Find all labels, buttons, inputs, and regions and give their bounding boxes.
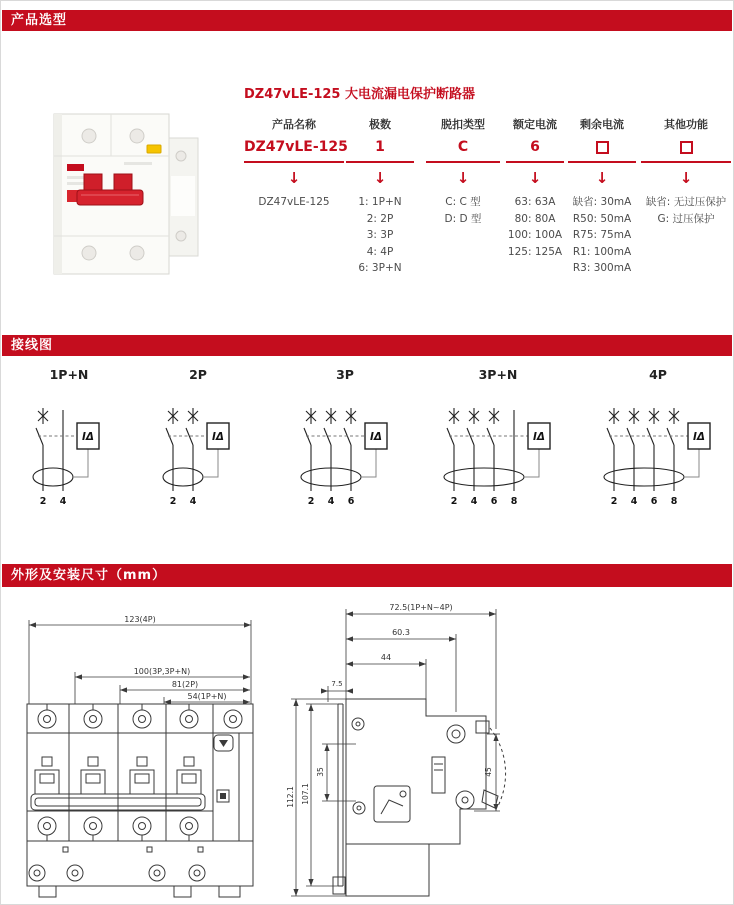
down-arrow-icon: ↓ [456, 169, 470, 187]
terminal-label: 4 [470, 496, 478, 507]
option-item: R1: 100mA [572, 245, 632, 258]
option-item: R3: 300mA [572, 262, 632, 274]
detector-connection [524, 449, 539, 477]
detector-label: IΔ [369, 431, 383, 443]
option-item: R50: 50mA [572, 212, 632, 225]
terminal-label: 8 [510, 496, 518, 507]
terminal-label: 6 [650, 496, 658, 507]
breaker-pole-symbol [344, 408, 356, 491]
section-header-dimensions [2, 564, 732, 587]
column-code [641, 138, 731, 161]
dim-label-depth-44: 44 [380, 653, 392, 662]
down-arrow-icon: ↓ [373, 169, 387, 187]
column-header: 剩余电流 [580, 118, 624, 131]
option-item: 3: 3P [366, 229, 394, 241]
dim-label-width-1pn: 54(1P+N) [187, 692, 227, 701]
option-item: 缺省: 无过压保护 [645, 196, 727, 208]
terminal-label: 2 [39, 496, 47, 507]
breaker-pole-symbol [627, 408, 639, 491]
front-view-drawing [21, 601, 266, 905]
terminal-label: 4 [189, 496, 197, 507]
dim-label-width-4p: 123(4P) [124, 615, 156, 624]
wiring-label-4p: 4P [649, 367, 667, 382]
down-arrow-icon: ↓ [528, 169, 542, 187]
detector-label: IΔ [211, 431, 225, 443]
option-item: 125: 125A [507, 245, 563, 258]
terminal-label: 2 [169, 496, 177, 507]
din-clip [39, 886, 56, 897]
option-item: 100: 100A [507, 229, 563, 241]
dim-label-width-3p: 100(3P,3P+N) [133, 667, 191, 676]
selection-column-poles [346, 114, 414, 277]
status-indicator-window [147, 145, 161, 153]
wiring-label-3p: 3P [336, 367, 354, 382]
din-clip [219, 886, 240, 897]
option-item: 80: 80A [514, 212, 556, 225]
terminal-label: 2 [307, 496, 315, 507]
down-arrow-icon: ↓ [287, 169, 301, 187]
down-arrow-icon: ↓ [679, 169, 693, 187]
option-item: 2: 2P [366, 212, 394, 225]
selection-column-rated-current [506, 114, 564, 260]
brand-logo [67, 164, 84, 171]
option-item: DZ47vLE-125 [258, 196, 330, 208]
side-label-plate [432, 757, 445, 793]
detector-label: IΔ [81, 431, 95, 443]
current-transformer-ring [163, 468, 203, 486]
product-photo [29, 96, 214, 288]
breaker-pole-symbol [324, 408, 336, 491]
breaker-pole-symbol [467, 408, 479, 491]
wiring-label-3p-n: 3P+N [478, 367, 518, 382]
checkbox-icon [680, 141, 693, 154]
din-clip [174, 886, 191, 897]
selection-column-product-name [244, 114, 348, 211]
terminal-label: 6 [490, 496, 498, 507]
breaker-pole-symbol [647, 408, 659, 491]
column-header: 脱扣类型 [441, 118, 485, 131]
product-series-title: DZ47vLE-125 大电流漏电保护断路器 [244, 87, 476, 102]
wiring-label-2p: 2P [189, 367, 207, 382]
selection-column-residual-current [568, 114, 636, 277]
breaker-toggle [84, 174, 102, 192]
terminal-label: 4 [630, 496, 638, 507]
option-item: C: C 型 [445, 196, 481, 208]
column-code: 6 [530, 139, 540, 155]
wiring-diagram-3p [297, 403, 393, 509]
detector-connection [684, 449, 699, 477]
column-header: 其他功能 [664, 118, 708, 131]
breaker-pole-symbol [447, 408, 459, 491]
column-code: 1 [375, 139, 385, 155]
option-item: 4: 4P [366, 245, 394, 258]
option-item: D: D 型 [444, 212, 482, 225]
selection-column-trip-type [426, 114, 500, 227]
section-header-wiring-diagram [2, 335, 732, 356]
terminal-label: 4 [327, 496, 335, 507]
breaker-pole-symbol [304, 408, 316, 491]
current-transformer-ring [444, 468, 524, 486]
section-header-label: 产品选型 [11, 13, 68, 28]
wiring-diagram-3p-n [440, 403, 556, 509]
terminal-label: 2 [450, 496, 458, 507]
selection-column-other-functions [641, 114, 731, 227]
column-header: 产品名称 [272, 118, 316, 131]
section-header-label: 外形及安装尺寸（mm） [11, 568, 167, 583]
breaker-pole-symbol [487, 408, 499, 491]
dim-label-clip-offset: 7.5 [331, 680, 343, 688]
column-header: 额定电流 [513, 118, 557, 131]
breaker-pole-symbol [186, 408, 198, 491]
terminal-label: 8 [670, 496, 678, 507]
column-header: 极数 [369, 118, 391, 131]
dim-label-height-35: 35 [316, 767, 325, 777]
toggle-crossbar [77, 190, 143, 205]
dim-label-height-total: 112.1 [286, 786, 295, 808]
terminal-label: 4 [59, 496, 67, 507]
detector-label: IΔ [532, 431, 546, 443]
dim-label-height-body: 107.1 [301, 783, 310, 805]
option-item: 6: 3P+N [358, 262, 402, 274]
breaker-pole-symbol [667, 408, 679, 491]
current-transformer-ring [33, 468, 73, 486]
wiring-diagram-1p-n [29, 403, 107, 509]
breaker-side-outline [333, 699, 506, 896]
dim-label-depth-total: 72.5(1P+N~4P) [389, 603, 453, 612]
checkbox-icon [596, 141, 609, 154]
detector-connection [361, 449, 376, 477]
terminal-label: 6 [347, 496, 355, 507]
column-code [568, 138, 636, 161]
wiring-diagram-4p [600, 403, 716, 509]
dim-label-height-45: 45 [484, 767, 493, 777]
option-item: 1: 1P+N [358, 196, 402, 208]
breaker-front-outline [27, 704, 253, 897]
down-arrow-icon: ↓ [595, 169, 609, 187]
detector-label: IΔ [692, 431, 706, 443]
breaker-pole-symbol [36, 408, 48, 491]
dim-label-width-2p: 81(2P) [171, 680, 199, 689]
wiring-label-1p-n: 1P+N [49, 367, 89, 382]
side-view-drawing [284, 594, 524, 905]
test-button-arrow-icon [219, 740, 228, 747]
current-transformer-ring [604, 468, 684, 486]
breaker-toggle [114, 174, 132, 192]
breaker-pole-symbol [607, 408, 619, 491]
breaker-pole-symbol [166, 408, 178, 491]
terminal-label: 2 [610, 496, 618, 507]
detector-connection [203, 449, 218, 477]
column-code: C [457, 139, 469, 155]
option-item: 63: 63A [514, 196, 556, 208]
column-code: DZ47vLE-125 [244, 139, 348, 155]
option-item: 缺省: 30mA [572, 196, 632, 208]
wiring-diagram-2p [159, 403, 237, 509]
section-header-product-selection [2, 10, 732, 31]
option-item: R75: 75mA [572, 229, 632, 241]
option-item: G: 过压保护 [657, 212, 715, 225]
dim-label-depth-60: 60.3 [392, 628, 410, 637]
section-header-label: 接线图 [11, 338, 54, 353]
dimension-lines [291, 609, 500, 896]
detector-connection [73, 449, 88, 477]
lever-swing-arc [490, 728, 506, 806]
